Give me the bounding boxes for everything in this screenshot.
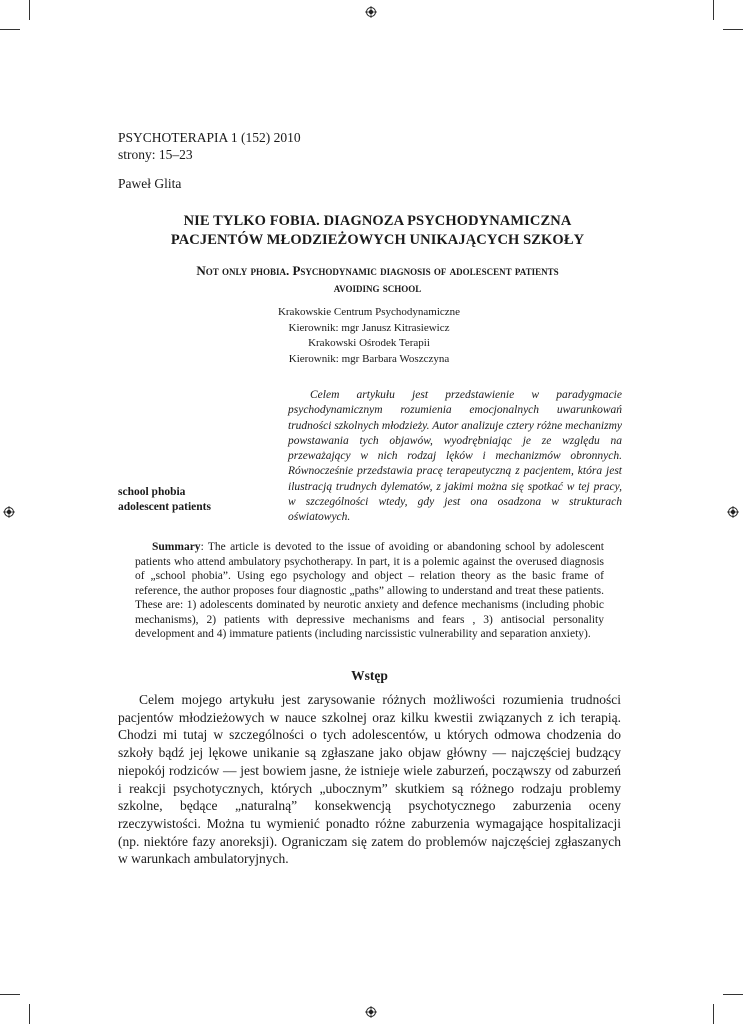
crop-mark — [713, 1004, 714, 1024]
affiliation — [200, 305, 538, 367]
crop-mark — [713, 0, 714, 20]
crop-mark — [29, 0, 30, 20]
title-polish — [100, 212, 655, 250]
crop-mark — [0, 994, 20, 995]
body-paragraph: Celem mojego artykułu jest zarysowanie różnych możliwości rozumienia trudności pacjentów młodzieżowych w nauce szkolnej oraz kilku kwestii związanych z ich terapią. Chodzi mi tutaj w szczególności o tych adolescentów, u których odmowa chodzenia do szkoły bądź jej lękowe unikanie są zgłaszane jako objaw główny — najczęściej budzący niepokój rodziców — jest bowiem jasne, że istnieje wiele zaburzeń, począwszy od zaburzeń i reakcji psychotycznych, których „ubocznym” skutkiem są różnego rodzaju problemy szkolne, będące „naturalną” konsekwencją psychotycznego zaburzenia oceny rzeczywistości. Można tu wymienić ponadto różne zaburzenia wymagające hospitalizacji (np. niektóre fazy anoreksji). Ograniczam się zatem do problemów najczęściej zgłaszanych w warunkach ambulatoryjnych. — [118, 692, 621, 867]
affiliation-line: Kierownik: mgr Barbara Woszczyna — [288, 352, 450, 365]
crop-mark — [723, 29, 743, 30]
abstract-text: Celem artykułu jest przedstawienie w paradygmacie psychodynamicznym rozumienia emocjonalnych uwarunkowań trudności szkolnych młodzieży. Autor analizuje cztery różne mechanizmy powstawania tych objawów, wyodrębniając je ze względu na przeważający w nich rodzaj lęków i mechanizmów obronnych. Równocześnie przedstawia pracę terapeutyczną z pacjentem, która jest ilustracją trudnych dylematów, z jakimi można się spotkać w tej pracy, w szczególności wtedy, gdy jest ona osadzona w strukturach oświatowych. — [288, 389, 622, 524]
crop-mark — [0, 29, 20, 30]
summary-label: Summary — [152, 541, 201, 553]
affiliation-line: Kierownik: mgr Janusz Kitrasiewicz — [288, 321, 450, 334]
crop-mark — [723, 994, 743, 995]
title-english — [100, 262, 655, 296]
summary-english — [135, 540, 604, 642]
registration-mark-icon — [365, 1006, 377, 1018]
journal-citation: PSYCHOTERAPIA 1 (152) 2010 — [118, 130, 301, 145]
author-name: Paweł Glita — [118, 176, 182, 191]
abstract-polish — [288, 388, 622, 526]
keyword: school phobia — [118, 486, 186, 498]
section-heading: Wstęp — [351, 668, 388, 683]
title-english-line: avoiding school — [333, 280, 422, 295]
crop-mark — [29, 1004, 30, 1024]
registration-mark-icon — [3, 506, 15, 518]
journal-info — [118, 129, 301, 163]
affiliation-line: Krakowski Ośrodek Terapii — [308, 337, 430, 349]
title-english-line: Not only phobia. Psychodynamic diagnosis of adolescent patients — [196, 263, 559, 278]
keywords — [118, 485, 211, 515]
registration-mark-icon — [365, 6, 377, 18]
keyword: adolescent patients — [118, 501, 211, 513]
affiliation-line: Krakowskie Centrum Psychodynamiczne — [277, 306, 461, 318]
title-polish-line: PACJENTÓW MŁODZIEŻOWYCH UNIKAJĄCYCH SZKOŁY — [170, 232, 585, 248]
body-text — [118, 691, 621, 868]
title-polish-line: NIE TYLKO FOBIA. DIAGNOZA PSYCHODYNAMICZNA — [183, 213, 572, 229]
registration-mark-icon — [727, 506, 739, 518]
journal-pages: strony: 15–23 — [118, 147, 193, 162]
summary-text: : The article is devoted to the issue of avoiding or abandoning school by adolescent patients who attend ambulatory psychotherapy. In part, it is a polemic against the overused diagnosis of „school phobia”. Using ego psychology and object – relation theory as the basic frame of reference, the author proposes four diagnostic „paths” allowing to understand and treat these patients. These are: 1) adolescents dominated by neurotic anxiety and defence mechanisms (including phobic mechanisms), 2) patients with depressive mechanisms and fears , 3) antisocial personality development and 4) immature patients (including narcissistic vulnerability and separation anxiety). — [135, 541, 604, 640]
